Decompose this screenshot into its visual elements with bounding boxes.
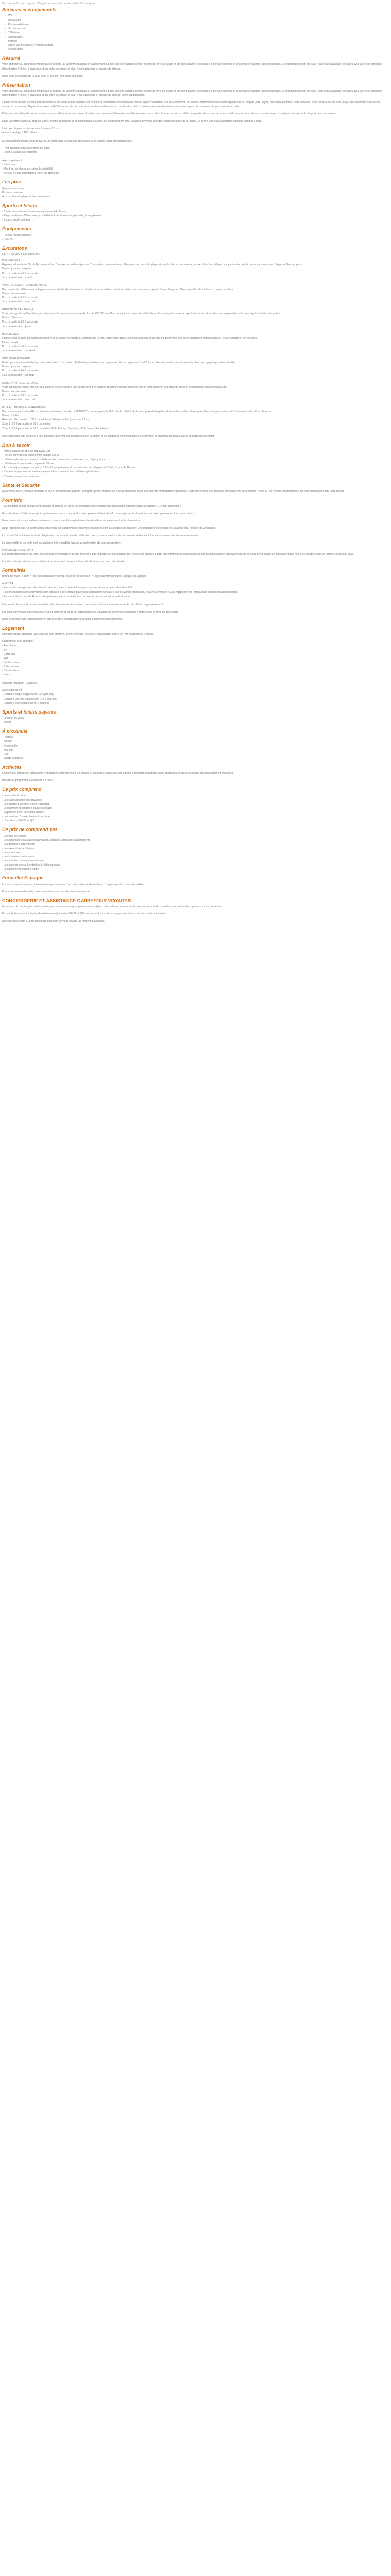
excursion-block xyxy=(2,357,386,377)
logement-options-title: Avec supplément : xyxy=(2,689,24,692)
logement-item: - Balcon xyxy=(2,673,12,677)
services-item: • Climatisation xyxy=(8,35,386,39)
services-item: • Conciergerie xyxy=(8,47,386,52)
logement-capacity: Capacité maximum : 3 adultes xyxy=(2,682,37,685)
excursion-block xyxy=(2,381,386,402)
infos-paragraph: La disponibilité et les tarifs sont susceptibles d'être modifiés jusqu'à la confirmation de votre réservation. xyxy=(2,541,121,545)
bon-list xyxy=(2,449,386,479)
excursion-detail: Durée : 2 villes xyxy=(2,414,20,418)
excursion-detail: Durée : journée complète xyxy=(2,365,31,369)
bon-item: - Prêt de serviettes de plage contre caution (20 €). xyxy=(2,454,60,457)
a-proximite-item: - Mini-golf xyxy=(2,748,13,752)
conciergerie-title: CONCIERGERIE ET ASSISTANCE CARREFOUR VOYAGES xyxy=(2,897,131,903)
excursion-block xyxy=(2,283,386,304)
sport-loisirs-title: Sports et loisirs payants xyxy=(2,709,56,715)
excursion-detail: Durée : journée complète xyxy=(2,267,31,271)
logement-option: - Chambre vue mer (supplément : 15 € par nuit) xyxy=(2,697,57,701)
bon-item: - Arrivée à partir de 15h, départ avant 12h. xyxy=(2,449,51,453)
logement-item: - Téléphone xyxy=(2,644,16,648)
prix-ne-comprend-item: - Les activités payantes mentionnées xyxy=(2,859,45,863)
plus-list xyxy=(2,187,386,199)
excursion-name: IBIZA DE NUIT xyxy=(2,332,20,336)
a-proximite-item: - Football xyxy=(2,736,13,739)
prix-ne-comprend-item: - Les frais de dossier xyxy=(2,834,26,838)
excursions-note: Ces excursions sont données à titre indicatif et peuvent être modifiées selon la saison et les conditions météorologiques. Réservation et paiement sur place auprès de notre représentant. xyxy=(2,434,215,438)
prix-comprend-list xyxy=(2,794,386,823)
sports-list xyxy=(2,210,386,222)
precisions-extra: Les informations relatives aux activités et services sont données à titre indicatif et ne sont pas contractuelles. xyxy=(2,560,126,563)
rooms-line: · Snack-bar xyxy=(2,163,15,167)
services-item: • Restaurant xyxy=(8,18,386,22)
bon-item: - Hôtel réservé aux adultes de plus de 18 ans. xyxy=(2,462,55,466)
formalites-espagne-extra: Pour toute autre nationalité, nous vous invitons à consulter votre ambassade. xyxy=(2,890,90,893)
sante-text: Avant votre départ, veuillez consulter le site du ministère des Affaires étrangères pour connaître les risques sanitaires éventuels et les recommandations relatives à votre destination. Les mesures sanitaires sont susceptibles d'évoluer. Nous vous recommandons de vous renseigner avant votre départ. xyxy=(2,489,345,493)
formalites-caution: A NOTER xyxy=(2,582,13,586)
prix-comprend-item: - L'assistance 24h/24 et 7j/7 xyxy=(2,819,35,823)
excursion-text: Partez pour une croisière le long de la côte à bord d'un bateau. Arrêts baignade dans des criques secrètes et déjeuner à bord. Une excellente occasion de découvrir les plus beaux paysages côtiers de l'île. xyxy=(2,361,236,365)
restaurant-line: · Dîner à la carte au restaurant xyxy=(2,150,38,154)
prix-ne-comprend-item: - Le supplément chambre single xyxy=(2,868,39,871)
excursion-detail: Durée : 3 heures xyxy=(2,316,22,320)
formalites-paragraph: Concernant l'ensemble de vos formalités et les documents nécessaires, nous vous invitons à vous rendre sur le site officiel du gouvernement. xyxy=(2,603,164,606)
equipements-list xyxy=(2,233,386,242)
prix-comprend-item: - Les transferts aéroport / hôtel / aéroport xyxy=(2,802,50,806)
formalites-espagne-title: Formalité Espagne xyxy=(2,875,44,881)
excursion-detail: Prix : à partir de 28 € par adulte xyxy=(2,394,39,397)
sports-item: - Plage publique à 200 m, avec possibilité de louer transats et parasols (en supplément) xyxy=(2,214,103,218)
activites-extra: Horaires et programme à consulter sur place. xyxy=(2,779,54,783)
prix-ne-comprend-item: - Les taxes de séjour éventuelles à régler sur place xyxy=(2,863,61,867)
prix-comprend-title: Ce prix comprend xyxy=(2,787,42,792)
services-item: • Parking xyxy=(8,39,386,43)
services-list xyxy=(2,14,386,52)
formalites-text: Bonne nouvelle : il suffit d'une carte nationale d'identité en cours de validité ou d'un passeport valide pour voyager en Espagne. xyxy=(2,575,148,579)
breadcrumb[interactable]: Description Ce prix comprend / Ce prix ne comprend pas Formalités Conciergerie xyxy=(2,2,95,5)
excursion-block xyxy=(2,259,386,279)
resume-title: Résumé xyxy=(2,56,21,61)
excursion-detail: Jour de réalisation : mercredi xyxy=(2,398,36,401)
logement-options xyxy=(2,688,386,705)
excursion-detail: Jour de réalisation : samedi xyxy=(2,374,34,377)
conciergerie-paragraph: Nos conseillers sont à votre disposition pour faire de votre voyage un moment inoubliable. xyxy=(2,920,105,923)
neighborhood-lines xyxy=(2,127,386,135)
excursion-detail: Durée : soirée xyxy=(2,341,19,344)
presentation-paragraph: Enfin, c'est à la table de son restaurant que vous découvrirez les saveurs locales, une cuisine méditerranéenne élaborée avec des produits frais et de saison. Idéal pour profiter de vos vacances en famille ou entre amis dans un cadre unique, à quelques minutes de la plage et des commerces. xyxy=(2,112,336,116)
bon-title: Bon à savoir xyxy=(2,442,30,448)
logement-list xyxy=(2,643,386,677)
equipements-title: Équipements xyxy=(2,226,31,232)
excursion-detail: Jour de réalisation : jeudi xyxy=(2,325,31,328)
prix-ne-comprend-title: Ce prix ne comprend pas xyxy=(2,827,58,833)
excursion-detail: Jour de réalisation : mardi xyxy=(2,276,32,279)
conciergerie-paragraph: Un service de conciergerie est disponible pour vous accompagner pendant votre séjour : réservations de restaurants, excursions, activités, transferts, conseils et bons plans sur votre destination. xyxy=(2,905,223,909)
neighborhood-line: L'aéroport le plus proche se situe à environ 25 km. xyxy=(2,127,60,130)
services-item: • Télévision xyxy=(8,31,386,35)
infos-paragraph: Nous rappelons que les informations concernant les équipements et services des hôtels sont susceptibles de changer. Les prestations dépendent de la saison et du nombre de voyageurs. xyxy=(2,527,216,530)
formalites-item: - Les informations sur les formalités sont données à titre indicatif pour les ressortissants français. Pour les autres nationalités, nous vous invitons à vous rapprocher de l'ambassade ou du consulat compétent. xyxy=(2,590,238,594)
prix-ne-comprend-item: - Les assurances facultatives (annulation, bagages, assistance rapatriement) xyxy=(2,838,90,842)
excursion-block xyxy=(2,308,386,328)
excursion-name: IBIZA AUTHENTIQUE & PATRIMOINE xyxy=(2,406,46,410)
logement-item: - Climatisation xyxy=(2,669,19,673)
rooms-intro: Avec supplément : xyxy=(2,159,24,162)
logement-text: Chambre double standard, avec salle de bain privative, sèche-cheveux, télévision, climatisation, coffre-fort, wifi et balcon ou terrasse. xyxy=(2,633,154,636)
a-proximite-item: - Beach-volley xyxy=(2,744,19,748)
rooms-block xyxy=(2,159,386,175)
equipements-item: - Parking (places limitées) xyxy=(2,233,32,237)
neighborhood-text: Dans un endroit calme au bord de la mer, proche des plages et de nombreuses activités, cet établissement offre un accès privilégié aux sites incontournables de la région. Le centre-ville est à seulement quelques minutes à pied. xyxy=(2,120,262,123)
logement-subtitle: Équipement de la chambre : xyxy=(2,640,35,643)
sante-title: Santé et Sécurité xyxy=(2,482,40,488)
bon-item: - Chambre fumeur sur demande. xyxy=(2,474,40,478)
prix-comprend-item: - La pension selon la formule choisie xyxy=(2,811,44,814)
prix-comprend-item: - Le logement en chambre double standard xyxy=(2,806,52,810)
plus-item: Quartier touristique xyxy=(2,187,24,190)
infos-title: Pour info xyxy=(2,497,23,503)
logement-option: - Chambre single (supplément : 22 € par nuit) xyxy=(2,693,54,697)
excursion-detail: Zone 2 : 92 € par adulte et 59 € par enfant (Cala Tarida, Cala Conta, Cala Bassa, Sant Antoni...) xyxy=(2,427,112,430)
sports-item: - Espace sportif extérieur xyxy=(2,218,31,222)
bon-item: - Hôtel adapté aux personnes à mobilité réduite : ascenseur, restaurant, bar, plage, piscine. xyxy=(2,458,106,462)
a-proximite-item: - Squash xyxy=(2,740,13,743)
excursion-block xyxy=(2,332,386,353)
logement-item: - Sèche-cheveux xyxy=(2,660,22,664)
services-item: • Wifi xyxy=(8,14,386,18)
precisions-text: Les photos présentées sur notre site sont non contractuelles et sont fournies à titre indicatif. Les descriptions des hôtels sont établies à partir des informations communiquées par nos prestataires et peuvent évoluer au cours de la saison. Le classement des hôtels est indiqué selon les normes locales du pays. xyxy=(2,552,354,556)
excursion-text: Visite du marché hippie, l'un des plus anciens de l'île, suivie d'une balade près des lagunes et salines, réserve naturelle où l'on peut observer des flamants roses et de nombreux oiseaux migrateurs. xyxy=(2,385,227,389)
neighborhood-line: Accès à la plage à 100 mètres. xyxy=(2,131,38,134)
sports-title: Sports et loisirs xyxy=(2,202,38,208)
a-proximite-title: À proximité xyxy=(2,728,28,734)
infos-paragraph: Nos sélections d'hôtels et les photos présentées dans ce descriptif sont proposées à titre indicatif. Les équipements et services des hôtels peuvent évoluer sans préavis. xyxy=(2,512,195,516)
excursion-name: CROISIÈRE EN BATEAU xyxy=(2,357,31,361)
resume-extra: Nous vous conseillons de la voile avec le plus de l'hôtel II de son mois. xyxy=(2,74,83,78)
excursion-text: Laissez-vous séduire par l'ambiance festive de la vieille ville d'Ibiza à la tombée de la nuit. Promenade dans les ruelles animées, dîner libre et découverte des bars et terrasses emblématiques. Retour à l'hôtel en fin de soirée. xyxy=(2,336,258,340)
formalites-espagne-text: Les ressortissants français doivent être en possession d'une carte nationale d'identité ou d'un passeport en cours de validité. xyxy=(2,883,144,886)
formalites-paragraph: Nous déclinons toute responsabilité en cas de refus d'embarquement lié à des documents non conformes. xyxy=(2,617,123,621)
formalites-item: - Pour tout départ hors de France métropolitaine, merci de vérifier les documents demandés selon la destination. xyxy=(2,595,131,598)
presentation-paragraph: Votre approche au cœur de la Méditerranée comme un labyrinthe magique et passionnant. L'hôtel aux tons naturels tient un souffle de terre de culture et un port d'attache de séjours en pension, d'hôtels et de grandes chambres aux sens locaux. Le courant d'excellent du pays l'Italie avec l'avantage de suites avec une belle ambiance décontractée à l'hôtel, à tout cœur et par notre personnel et plus. Neuf équipe par le prestige de chacun, intime et accueillant. xyxy=(2,89,382,97)
presentation-paragraph: Laissez-vous séduire par un cadre décontracté. Un hôtel tout de charme, ses chambres lumineuses sont décorées pour un séjour de détente tout en authenticité. Un service attentionné vous accompagnera tout au long de votre séjour, pour votre confort et votre bien-être, de la terrasse au bar de la plage. Des chambres spacieuses, vue jardin ou vue mer. Depuis la terrasse de l'hôtel, contemplez la baie et ses couleurs éclatantes au coucher du soleil. La piscine entourée de transats vous attend pour des moments de pure détente au soleil. xyxy=(2,101,381,109)
sports-item: - Centre de remise en forme avec équipement de fitness xyxy=(2,210,67,214)
services-item: • Piscine extérieure xyxy=(8,23,386,27)
services-item: • Terrain de sport xyxy=(8,27,386,31)
excursion-name: MARCHÉ HIPPIE & LAGUNES xyxy=(2,381,38,385)
excursions-subtitle: DÉCOUVERTE & EXCURSIONS xyxy=(2,253,40,257)
prix-ne-comprend-item: - Les excursions facultatives xyxy=(2,846,35,850)
prix-ne-comprend-item: - Les boissons non incluses xyxy=(2,855,34,858)
excursion-name: GROTTE DE CAN MARÇA xyxy=(2,308,34,312)
restaurant-lines xyxy=(2,146,386,155)
rooms-line: · Service d'étage disponible à l'hôtel sur demande xyxy=(2,172,59,175)
formalites-item: - En cas d'un voyage avec des enfants mineurs, ceux-ci doivent être en possession de leur propre pièce d'identité. xyxy=(2,586,133,590)
excursion-detail: Prix : à partir de 25 € par adulte xyxy=(2,296,39,299)
formalites-list xyxy=(2,586,386,598)
excursion-text: Découvrez le patrimoine d'Ibiza classé au patrimoine mondial de l'UNESCO : les remparts de Dalt Vila, la cathédrale, la nécropole de Puig des Molins et les ruelles pittoresques. Une plongée au cœur de l'histoire et de la culture ibicenca. xyxy=(2,410,272,414)
bon-item: - Certains équipements et services peuvent être soumis à des conditions spécifiques. xyxy=(2,470,100,474)
logement-title: Logement xyxy=(2,625,25,631)
equipements-item: - Salle TV xyxy=(2,238,13,241)
sport-loisirs-item: - Location de vélos xyxy=(2,716,24,720)
sport-loisirs-list xyxy=(2,716,386,724)
prix-comprend-item: - Les services d'un représentant sur place xyxy=(2,815,50,819)
excursion-detail: Prix : à partir de 20 € par adulte xyxy=(2,320,39,324)
excursion-block xyxy=(2,405,386,431)
infos-paragraph: Tous les tarifs de nos séjours sont calculés et affichés en euros, ils comprennent l'ensemble des prestations indiquées dans la rubrique « Ce prix comprend ». xyxy=(2,505,182,509)
prix-ne-comprend-item: - Les pourboires xyxy=(2,851,21,854)
rooms-line: · Mini-frigo sur demande (selon disponibilité) xyxy=(2,167,53,171)
prix-comprend-item: - Le vol aller et retour xyxy=(2,794,27,798)
excursion-text: Explorez la beauté de l'île de Formentera lors d'une excursion d'une journée. Transfert en bateau et temps libre pour découvrir les plages de sable blanc et les eaux turquoise. Visite des villages typiques et des points de vue panoramiques. Déjeuner libre sur place. xyxy=(2,263,303,267)
excursion-detail: Prix : à partir de 30 € par adulte xyxy=(2,345,39,348)
plus-title: Les plus xyxy=(2,179,21,185)
logement-item: - TV xyxy=(2,648,7,652)
infos-paragraph: Nous vous invitons à prendre connaissance de nos conditions générales et particulières de vente avant toute réservation. xyxy=(2,519,141,523)
conciergerie-paragraph: En cas de besoin, notre équipe d'assistance est joignable 24h/24 et 7j/7 pour répondre à toutes vos questions et vous venir en aide rapidement. xyxy=(2,912,167,916)
restaurant-line: · Petit-déjeuner servi sous forme de buffet xyxy=(2,146,51,150)
page xyxy=(0,0,387,930)
a-proximite-list xyxy=(2,735,386,760)
logement-item: - Wifi xyxy=(2,656,8,660)
infos-paragraph: Le prix affiché inclut tous les frais obligatoires connus à la date de publication. Nous vous remercions de bien vouloir vérifier les informations au moment de votre réservation. xyxy=(2,534,200,537)
logement-item: - Salle de bain xyxy=(2,665,19,668)
bon-item: - Taxe de séjour à régler sur place : 1 € à 4 € par personne et par nuit selon la catégorie de l'hôtel, à partir de 16 ans. xyxy=(2,466,136,470)
logement-option: - Chambre triple (supplément : 2 adultes) xyxy=(2,701,49,705)
restaurant-text: Au restaurant principal, vous trouverez un buffet varié servant des spécialités de la cuisine locale et internationale. xyxy=(2,139,133,143)
excursion-detail: Jour de réalisation : mercredi xyxy=(2,300,36,304)
excursion-name: VISITE DE CALA ET MARCHÉ HIPPIE xyxy=(2,283,47,287)
formalites-title: Formalités xyxy=(2,568,26,573)
sport-loisirs-item: - Billard xyxy=(2,721,11,724)
presentation-title: Présentation xyxy=(2,82,30,88)
excursion-detail: Prix : à partir de 45 € par adulte xyxy=(2,272,39,275)
plus-item: À proximité de la plage et des commerces xyxy=(2,195,51,198)
a-proximite-item: - Sports nautiques xyxy=(2,756,23,760)
excursion-detail: Excursion Découverte : 150 € par adulte et 80 € par enfant (moins de 12 ans) xyxy=(2,418,91,422)
excursion-detail: Durée : demi-journée xyxy=(2,292,26,295)
excursion-text: Visite de la grotte de Can Marça, un site naturel impressionnant vieux de plus de 100 000 ans. Parcours guidé à travers les stalactites et les stalagmites avec un spectacle de son et lumière. Vue imprenable sur la mer depuis l'entrée de la grotte. xyxy=(2,312,281,316)
prix-comprend-item: - Les taxes aéroport et redevances xyxy=(2,798,42,802)
services-item: • Accès aux personnes à mobilité réduite xyxy=(8,43,386,47)
excursion-text: Découverte du célèbre marché hippie et de ses stands d'artisanat local. Balade dans les ruelles colorées et visite des boutiques typiques. Temps libre pour flâner et profiter de l'ambiance unique des lieux. xyxy=(2,287,234,291)
activites-title: Activités xyxy=(2,764,22,770)
logement-item: - Coffre-fort xyxy=(2,652,15,656)
excursion-detail: Durée : demi-journée xyxy=(2,389,26,393)
plus-item: Piscine extérieure xyxy=(2,191,23,194)
resume-text: Votre approche au cœur de la Méditerranée comme un labyrinthe magique et passionnant. L'hôtel aux tons naturels tient un souffle de terre de culture et un port d'attache de séjours en pension, d'hôtels et de grandes chambres aux sens locaux. Le courant d'excellent du pays l'Italie avec l'avantage de suites avec une belle ambiance décontractée à l'hôtel, à tout cœur et par notre personnel et plus. Neuf équipe par le prestige de chacun. xyxy=(2,63,382,71)
prix-ne-comprend-item: - Les dépenses personnelles xyxy=(2,842,35,846)
formalites-paragraph: Les règles de voyage peuvent évoluer à tout moment. Il est de la responsabilité du voyageur de vérifier les conditions d'entrée dans le pays de destination. xyxy=(2,610,179,614)
excursion-detail: Zone 1 : 92 € par adulte et 59 € par enfant xyxy=(2,422,51,426)
prix-ne-comprend-list xyxy=(2,834,386,872)
activites-text: L'hôtel vous propose un programme d'animations internationales, en journée et en soirée, assuré par une équipe d'animation dynamique. Des spectacles et soirées à thème sont régulièrement organisés. xyxy=(2,772,234,775)
excursion-detail: Prix : à partir de 60 € par adulte xyxy=(2,369,39,373)
services-title: Services et équipements xyxy=(2,7,57,13)
excursion-name: FORMENTERA xyxy=(2,259,20,263)
a-proximite-item: - Golf xyxy=(2,752,9,756)
excursion-detail: Jour de réalisation : vendredi xyxy=(2,349,36,352)
excursions-title: Excursions xyxy=(2,245,27,251)
precisions-title: PRÉCISIONS DESCRIPTIF xyxy=(2,548,34,552)
